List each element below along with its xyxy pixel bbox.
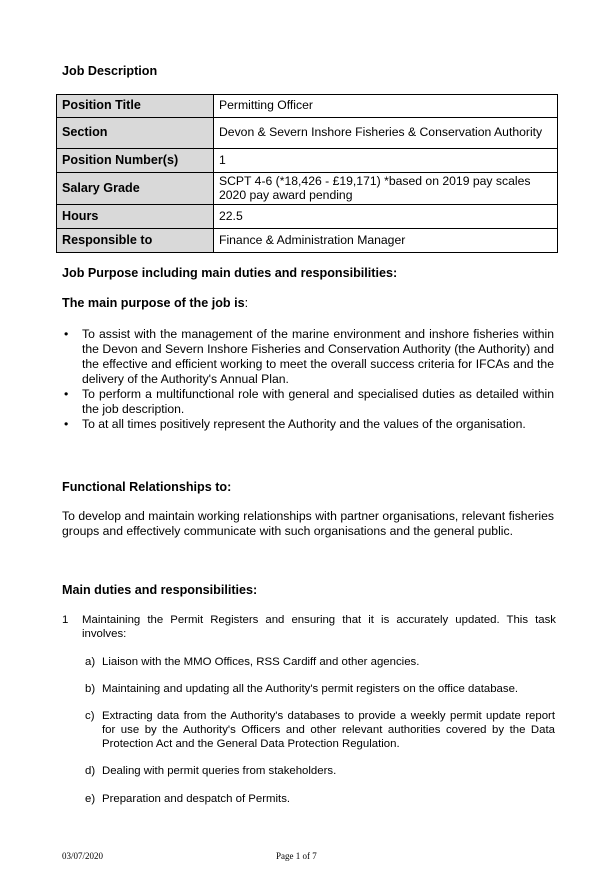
main-purpose-heading xyxy=(62,296,248,310)
table-row xyxy=(57,118,558,149)
row-label-salary-grade: Salary Grade xyxy=(57,173,214,205)
list-item xyxy=(62,327,554,387)
footer-page-number: Page 1 of 7 xyxy=(276,851,317,861)
bullet-icon: • xyxy=(64,327,69,341)
list-item xyxy=(62,417,554,432)
functional-relationships-heading: Functional Relationships to: xyxy=(62,480,232,494)
sub-item-letter: d) xyxy=(85,765,96,777)
sub-item-c xyxy=(85,709,555,751)
table-row xyxy=(57,205,558,229)
bullet-icon: • xyxy=(64,417,69,431)
job-purpose-heading: Job Purpose including main duties and responsibilities: xyxy=(62,266,398,280)
row-value-hours: 22.5 xyxy=(214,205,558,229)
duty-number: 1 xyxy=(62,614,69,626)
sub-item-letter: a) xyxy=(85,656,96,668)
sub-item-a xyxy=(85,655,555,669)
job-details-table xyxy=(56,94,558,253)
sub-item-text: Dealing with permit queries from stakeholders. xyxy=(102,765,337,777)
table-row xyxy=(57,149,558,173)
row-label-section: Section xyxy=(57,118,214,149)
purpose-bullet-list xyxy=(62,327,554,432)
bullet-text: To perform a multifunctional role with general and specialised duties as detailed within the job description. xyxy=(82,387,554,416)
sub-item-text: Maintaining and updating all the Authority's permit registers on the office database. xyxy=(102,683,519,695)
sub-item-letter: b) xyxy=(85,683,96,695)
sub-item-letter: c) xyxy=(85,710,95,722)
sub-item-b xyxy=(85,682,555,696)
sub-item-text: Extracting data from the Authority's databases to provide a weekly permit update report for use by the Authority's Officers and other relevant authorities covered by the Data Protection Act and the General Data Protection Regulation. xyxy=(102,710,555,750)
duty-text: Maintaining the Permit Registers and ensuring that it is accurately updated. This task involves: xyxy=(82,614,556,640)
footer-date: 03/07/2020 xyxy=(62,851,104,861)
table-row xyxy=(57,95,558,118)
main-purpose-heading-text: The main purpose of the job is xyxy=(62,296,245,310)
bullet-text: To assist with the management of the marine environment and inshore fisheries within the Devon and Severn Inshore Fisheries and Conservation Authority (the Authority) and the effective and efficient working to meet the overall success criteria for IFCAs and the delivery of the Authority's Annual Plan. xyxy=(82,327,554,386)
sub-item-d xyxy=(85,764,555,778)
row-value-position-number: 1 xyxy=(214,149,558,173)
table-row xyxy=(57,229,558,253)
list-item xyxy=(62,387,554,417)
row-value-section: Devon & Severn Inshore Fisheries & Conservation Authority xyxy=(214,118,558,149)
main-purpose-colon: : xyxy=(244,296,249,310)
functional-relationships-text: To develop and maintain working relationships with partner organisations, relevant fisheries groups and effectively communicate with such organisations and the general public. xyxy=(62,509,554,538)
row-label-hours: Hours xyxy=(57,205,214,229)
sub-item-e xyxy=(85,792,555,806)
row-value-position-title: Permitting Officer xyxy=(214,95,558,118)
sub-item-text: Preparation and despatch of Permits. xyxy=(102,793,291,805)
table-row xyxy=(57,173,558,205)
duty-item-1 xyxy=(62,613,556,641)
row-value-responsible-to: Finance & Administration Manager xyxy=(214,229,558,253)
sub-item-letter: e) xyxy=(85,793,96,805)
document-title: Job Description xyxy=(62,64,158,78)
row-label-position-number: Position Number(s) xyxy=(57,149,214,173)
row-label-responsible-to: Responsible to xyxy=(57,229,214,253)
bullet-text: To at all times positively represent the Authority and the values of the organisation. xyxy=(82,417,526,431)
main-duties-heading: Main duties and responsibilities: xyxy=(62,583,258,597)
sub-item-text: Liaison with the MMO Offices, RSS Cardiff and other agencies. xyxy=(102,656,420,668)
row-value-salary-grade: SCPT 4-6 (*18,426 - £19,171) *based on 2019 pay scales 2020 pay award pending xyxy=(214,173,558,205)
row-label-position-title: Position Title xyxy=(57,95,214,118)
bullet-icon: • xyxy=(64,387,69,401)
